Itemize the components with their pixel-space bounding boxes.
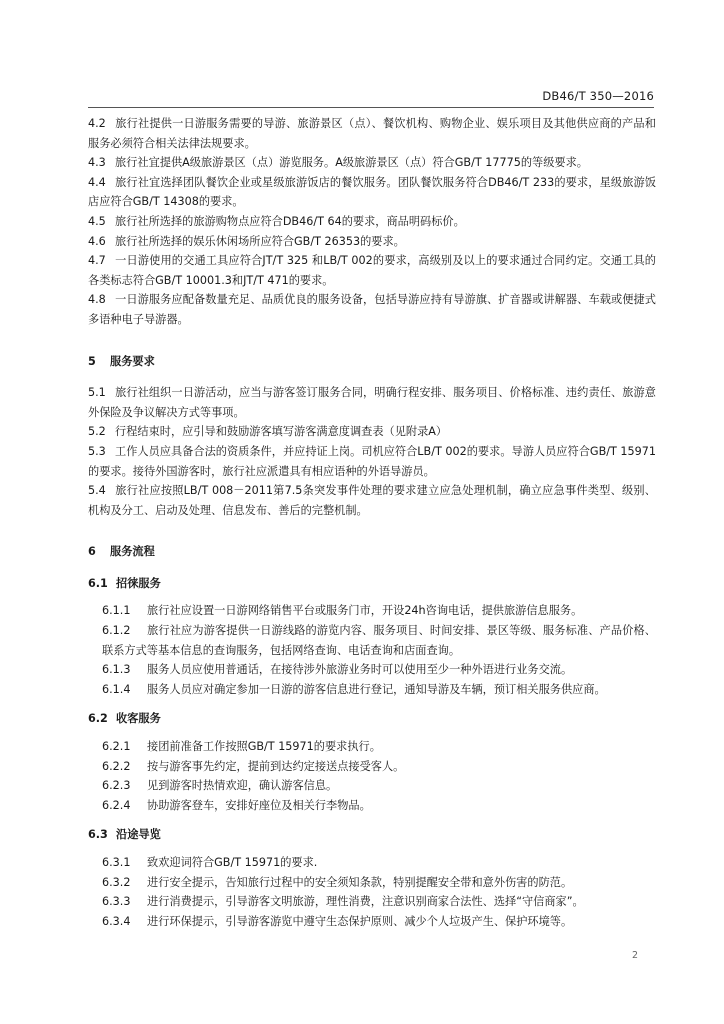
clause-text: 旅行社应按照LB/T 008－2011第7.5条突发事件处理的要求建立应急处理机制，确立应急事件类型、级别、机构及分工、启动及处理、信息发布、善后的完整机制。: [88, 484, 656, 517]
clause-number: 4.2: [88, 117, 106, 130]
clause-number: 4.3: [88, 156, 106, 170]
clause-text: 按与游客事先约定，提前到达约定接送点接受客人。: [147, 759, 405, 773]
section-title: 服务要求: [110, 354, 155, 368]
clause-number: 6.1.2: [102, 624, 131, 638]
clause-text: 服务人员应使用普通话，在接待涉外旅游业务时可以使用至少一种外语进行业务交流。: [147, 663, 573, 677]
clause-text: 旅行社组织一日游活动，应当与游客签订服务合同，明确行程安排、服务项目、价格标准、违约责任、旅游意外保险及争议解决方式等事项。: [88, 386, 656, 419]
clause-text: 见到游客时热情欢迎，确认游客信息。: [147, 779, 338, 793]
clause-4-3: [88, 153, 656, 173]
clause-text: 旅行社提供一日游服务需要的导游、旅游景区（点）、餐饮机构、购物企业、娱乐项目及其他供应商的产品和服务必须符合相关法律法规要求。: [88, 117, 656, 150]
clause-6-3-4: [88, 912, 656, 932]
clause-6-3-3: [88, 892, 656, 912]
clause-4-8: [88, 290, 656, 329]
clause-text: 旅行社所选择的娱乐休闲场所应符合GB/T 26353的要求。: [115, 234, 405, 248]
section-6-heading: [88, 542, 656, 562]
subsection-title: 收客服务: [116, 712, 161, 726]
clause-number: 4.4: [88, 175, 106, 189]
section-number: 6: [88, 545, 96, 559]
clause-6-1-4: [88, 680, 656, 700]
subsection-6-1-heading: [88, 574, 656, 594]
clause-text: 旅行社应设置一日游网络销售平台或服务门市，开设24h咨询电话，提供旅游信息服务。: [147, 604, 583, 618]
clause-4-7: [88, 251, 656, 290]
clause-text: 旅行社应为游客提供一日游线路的游览内容、服务项目、时间安排、景区等级、服务标准、产品价格、联系方式等基本信息的查询服务，包括网络查询、电话查询和店面查询。: [102, 624, 656, 657]
subsection-title: 招徕服务: [116, 576, 161, 590]
clause-6-3-2: [88, 873, 656, 893]
section-number: 5: [88, 354, 96, 368]
clause-number: 6.2.2: [102, 759, 131, 773]
clause-text: 进行消费提示，引导游客文明旅游，理性消费，注意识别商家合法性、选择“守信商家”。: [147, 895, 584, 909]
clause-number: 6.2.1: [102, 740, 131, 754]
clause-text: 旅行社宜选择团队餐饮企业或星级旅游饭店的餐饮服务。团队餐饮服务符合DB46/T 233的要求，星级旅游饭店应符合GB/T 14308的要求。: [88, 175, 656, 209]
clause-number: 5.2: [88, 425, 106, 439]
clause-4-5: [88, 212, 656, 232]
clause-text: 旅行社宜提供A级旅游景区（点）游览服务。A级旅游景区（点）符合GB/T 17775的等级要求。: [115, 156, 588, 170]
clause-number: 4.6: [88, 234, 106, 248]
clause-6-1-2: [88, 621, 656, 660]
page-number: 2: [631, 950, 638, 961]
clause-text: 进行安全提示，告知旅行过程中的安全须知条款，特别提醒安全带和意外伤害的防范。: [147, 875, 573, 889]
document-body: [88, 114, 656, 931]
subsection-number: 6.3: [88, 828, 108, 842]
section-title: 服务流程: [110, 545, 155, 559]
clause-number: 6.2.3: [102, 779, 131, 793]
clause-6-2-2: [88, 757, 656, 777]
clause-number: 6.1.3: [102, 663, 131, 677]
clause-5-2: [88, 422, 656, 442]
subsection-title: 沿途导览: [116, 828, 161, 842]
clause-6-1-3: [88, 660, 656, 680]
clause-6-1-1: [88, 601, 656, 621]
clause-number: 6.3.3: [102, 895, 131, 909]
clause-number: 6.1.4: [102, 682, 131, 696]
clause-5-1: [88, 383, 656, 422]
clause-5-3: [88, 442, 656, 481]
header-rule: [88, 107, 654, 108]
clause-text: 行程结束时，应引导和鼓励游客填写游客满意度调查表（见附录A）: [115, 425, 448, 439]
clause-text: 致欢迎词符合GB/T 15971的要求.: [147, 856, 318, 869]
section-5-heading: [88, 352, 656, 372]
clause-number: 6.3.1: [102, 856, 131, 869]
clause-text: 一日游服务应配备数量充足、品质优良的服务设备，包括导游应持有导游旗、扩音器或讲解器、车载或便捷式多语种电子导游器。: [88, 293, 656, 326]
subsection-number: 6.2: [88, 712, 108, 726]
clause-number: 5.4: [88, 484, 106, 498]
subsection-number: 6.1: [88, 576, 108, 590]
clause-5-4: [88, 481, 656, 520]
subsection-6-3-heading: [88, 825, 656, 845]
clause-text: 接团前准备工作按照GB/T 15971的要求执行。: [147, 740, 381, 754]
clause-number: 6.2.4: [102, 798, 131, 812]
clause-text: 服务人员应对确定参加一日游的游客信息进行登记，通知导游及车辆，预订相关服务供应商。: [147, 682, 606, 696]
clause-number: 4.5: [88, 214, 106, 228]
clause-6-3-1: [88, 853, 656, 873]
clause-number: 5.1: [88, 386, 106, 400]
clause-6-2-4: [88, 796, 656, 816]
clause-4-2: [88, 114, 656, 153]
clause-6-2-1: [88, 737, 656, 757]
clause-text: 旅行社所选择的旅游购物点应符合DB46/T 64的要求，商品明码标价。: [115, 214, 465, 228]
clause-number: 6.3.2: [102, 875, 131, 889]
page-header-code: DB46/T 350—2016: [542, 89, 654, 103]
clause-number: 4.7: [88, 254, 106, 268]
clause-text: 协助游客登车，安排好座位及相关行李物品。: [147, 798, 371, 812]
clause-text: 进行环保提示，引导游客游览中遵守生态保护原则、减少个人垃圾产生、保护环境等。: [147, 914, 573, 928]
clause-text: 一日游使用的交通工具应符合JT/T 325 和LB/T 002的要求，高级别及以上的要求通过合同约定。交通工具的各类标志符合GB/T 10001.3和JT/T 471的要求。: [88, 254, 656, 287]
clause-4-4: [88, 173, 656, 212]
clause-4-6: [88, 232, 656, 252]
clause-number: 4.8: [88, 293, 106, 307]
clause-text: 工作人员应具备合法的资质条件，并应持证上岗。司机应符合LB/T 002的要求。导游人员应符合GB/T 15971的要求。接待外国游客时，旅行社应派遣具有相应语种的外语导游员。: [88, 444, 656, 478]
subsection-6-2-heading: [88, 709, 656, 729]
clause-6-2-3: [88, 776, 656, 796]
clause-number: 6.3.4: [102, 914, 131, 928]
clause-number: 6.1.1: [102, 604, 131, 618]
clause-number: 5.3: [88, 444, 106, 458]
